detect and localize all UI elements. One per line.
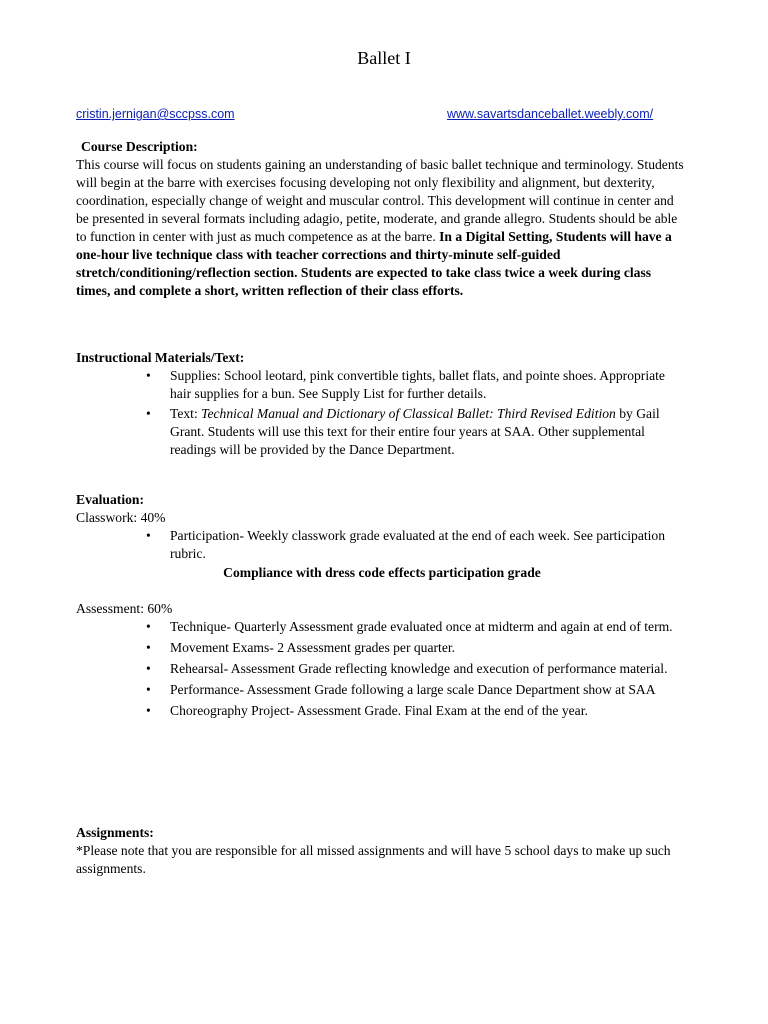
bullet-glyph: • bbox=[146, 640, 151, 655]
materials-section bbox=[76, 349, 688, 459]
assignments-text: *Please note that you are responsible for all missed assignments and will have 5 school days to make up such assignments. bbox=[76, 843, 671, 876]
supplies-text: Supplies: School leotard, pink convertible tights, ballet flats, and pointe shoes. Appropriate hair supplies for a bun. See Supply List for further details. bbox=[170, 368, 665, 401]
list-item bbox=[76, 660, 688, 678]
text-suffix: by Gail Grant. Students will use this text for their entire four years at SAA. Other supplemental readings will be provided by the Dance Department. bbox=[170, 406, 660, 457]
classwork-list bbox=[76, 527, 688, 563]
bullet-glyph: • bbox=[146, 528, 151, 543]
list-item bbox=[76, 639, 688, 657]
list-item bbox=[76, 405, 688, 459]
assessment-label: Assessment: 60% bbox=[76, 601, 173, 616]
list-item bbox=[76, 527, 688, 563]
list-item-text: Rehearsal- Assessment Grade reflecting knowledge and execution of performance material. bbox=[170, 661, 668, 676]
bullet-glyph: • bbox=[146, 682, 151, 697]
course-description-bold: In a Digital Setting, Students will have a one-hour live technique class with teacher corrections and thirty-minute self-guided stretch/conditioning/reflection section. Students are expected to take class twice a week during class times, and complete a short, written reflection of their class efforts. bbox=[76, 229, 672, 298]
bullet-glyph: • bbox=[146, 703, 151, 718]
assignments-heading: Assignments: bbox=[76, 825, 154, 840]
list-item bbox=[76, 367, 688, 403]
bullet-glyph: • bbox=[146, 406, 151, 421]
text-prefix: Text: bbox=[170, 406, 202, 421]
website-link[interactable]: www.savartsdanceballet.weebly.com/ bbox=[447, 107, 654, 121]
course-description-text bbox=[76, 156, 688, 300]
textbook-title: Technical Manual and Dictionary of Classical Ballet: Third Revised Edition bbox=[201, 406, 616, 421]
evaluation-heading: Evaluation: bbox=[76, 492, 144, 507]
assessment-list bbox=[76, 618, 688, 720]
list-item bbox=[76, 681, 688, 699]
bullet-glyph: • bbox=[146, 619, 151, 634]
list-item-text: Performance- Assessment Grade following a large scale Dance Department show at SAA bbox=[170, 682, 656, 697]
list-item-text: Movement Exams- 2 Assessment grades per quarter. bbox=[170, 640, 456, 655]
email-link[interactable]: cristin.jernigan@sccpss.com bbox=[76, 107, 235, 121]
list-item-text: Technique- Quarterly Assessment grade evaluated once at midterm and again at end of term. bbox=[170, 619, 673, 634]
classwork-label: Classwork: 40% bbox=[76, 510, 166, 525]
list-item bbox=[76, 618, 688, 636]
evaluation-section bbox=[76, 491, 688, 720]
course-description-normal: This course will focus on students gaining an understanding of basic ballet technique and terminology. Students will begin at the barre with exercises focusing developing not only flexibility and alignment, but dexterity, coordination, especially change of weight and muscular control. This development will continue in center and be presented in several formats including adagio, petite, moderate, and grande allegro. Students should be able to function in center with just as much competence as at the barre. bbox=[76, 157, 684, 244]
page-title: Ballet I bbox=[357, 48, 411, 68]
compliance-note: Compliance with dress code effects participation grade bbox=[223, 565, 541, 580]
bullet-glyph: • bbox=[146, 661, 151, 676]
list-item bbox=[76, 702, 688, 720]
materials-heading: Instructional Materials/Text: bbox=[76, 350, 245, 365]
materials-list bbox=[76, 367, 688, 459]
course-description-section bbox=[76, 138, 688, 300]
list-item-text: Choreography Project- Assessment Grade. Final Exam at the end of the year. bbox=[170, 703, 588, 718]
course-description-heading: Course Description: bbox=[81, 139, 198, 154]
bullet-glyph: • bbox=[146, 368, 151, 383]
list-item-text: Participation- Weekly classwork grade evaluated at the end of each week. See participation rubric. bbox=[170, 528, 666, 561]
assignments-section bbox=[76, 824, 688, 878]
